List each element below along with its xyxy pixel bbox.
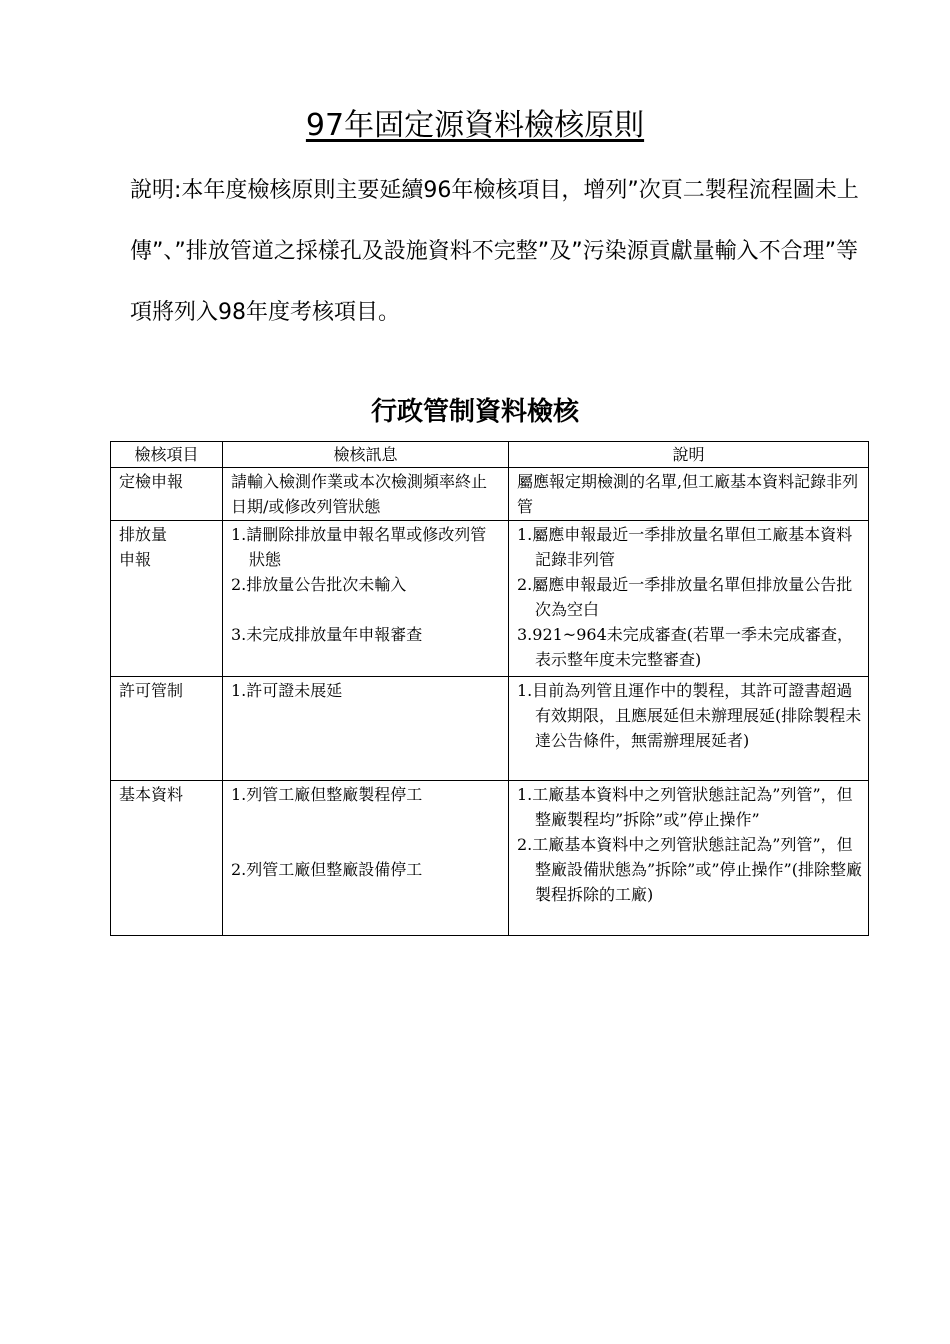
table-row-basic-data bbox=[111, 781, 869, 936]
spacer bbox=[231, 807, 502, 832]
note-text: 1.工廠基本資料中之列管狀態註記為”列管”，但整廠製程均”拆除”或”停止操作” bbox=[517, 785, 853, 829]
spacer bbox=[231, 832, 502, 857]
note-text: 1.屬應申報最近一季排放量名單但工廠基本資料記錄非列管 bbox=[517, 525, 853, 569]
message-text: 3.未完成排放量年申報審查 bbox=[231, 625, 423, 644]
row-item: 許可管制 bbox=[111, 677, 223, 781]
row-notes bbox=[509, 521, 869, 677]
row-messages bbox=[223, 521, 509, 677]
row-messages bbox=[223, 677, 509, 781]
note-text: 屬應報定期檢測的名單,但工廠基本資料記錄非列管 bbox=[517, 472, 859, 516]
header-description: 說明 bbox=[509, 442, 869, 468]
row-notes bbox=[509, 677, 869, 781]
table-row-regular-inspection bbox=[111, 468, 869, 521]
table-header-row bbox=[111, 442, 869, 468]
table-row-emission-report bbox=[111, 521, 869, 677]
row-item: 排放量 申報 bbox=[111, 521, 223, 677]
row-messages bbox=[223, 781, 509, 936]
intro-paragraph: 說明:本年度檢核原則主要延續96年檢核項目，增列”次頁二製程流程圖未上傳”、”排放管道之採樣孔及設施資料不完整”及”污染源貢獻量輸入不合理”等項將列入98年度考核項目。 bbox=[130, 178, 859, 325]
note-text: 3.921~964未完成審查(若單一季未完成審查，表示整年度未完整審查) bbox=[517, 625, 853, 669]
header-check-item: 檢核項目 bbox=[111, 442, 223, 468]
spacer bbox=[231, 597, 502, 622]
section-title: 行政管制資料檢核 bbox=[370, 397, 579, 427]
row-notes bbox=[509, 468, 869, 521]
note-text: 2.工廠基本資料中之列管狀態註記為”列管”，但整廠設備狀態為”拆除”或”停止操作”(排除整廠製程拆除的工廠) bbox=[517, 835, 862, 904]
document-title: 97年固定源資料檢核原則 bbox=[305, 108, 645, 143]
note-text: 1.目前為列管且運作中的製程，其許可證書超過有效期限，且應展延但未辦理展延(排除製程未達公告條件，無需辦理展延者) bbox=[517, 681, 862, 750]
row-messages bbox=[223, 468, 509, 521]
message-text: 2.排放量公告批次未輸入 bbox=[231, 575, 407, 594]
message-text: 1.列管工廠但整廠製程停工 bbox=[231, 785, 423, 804]
note-text: 2.屬應申報最近一季排放量名單但排放量公告批次為空白 bbox=[517, 575, 853, 619]
header-check-message: 檢核訊息 bbox=[223, 442, 509, 468]
message-text: 1.請刪除排放量申報名單或修改列管狀態 bbox=[231, 525, 487, 569]
check-table bbox=[110, 441, 869, 936]
row-notes bbox=[509, 781, 869, 936]
table-row-permit bbox=[111, 677, 869, 781]
message-text: 請輸入檢測作業或本次檢測頻率終止日期/或修改列管狀態 bbox=[231, 472, 488, 516]
message-text: 1.許可證未展延 bbox=[231, 681, 343, 700]
row-item: 定檢申報 bbox=[111, 468, 223, 521]
row-item: 基本資料 bbox=[111, 781, 223, 936]
message-text: 2.列管工廠但整廠設備停工 bbox=[231, 860, 423, 879]
